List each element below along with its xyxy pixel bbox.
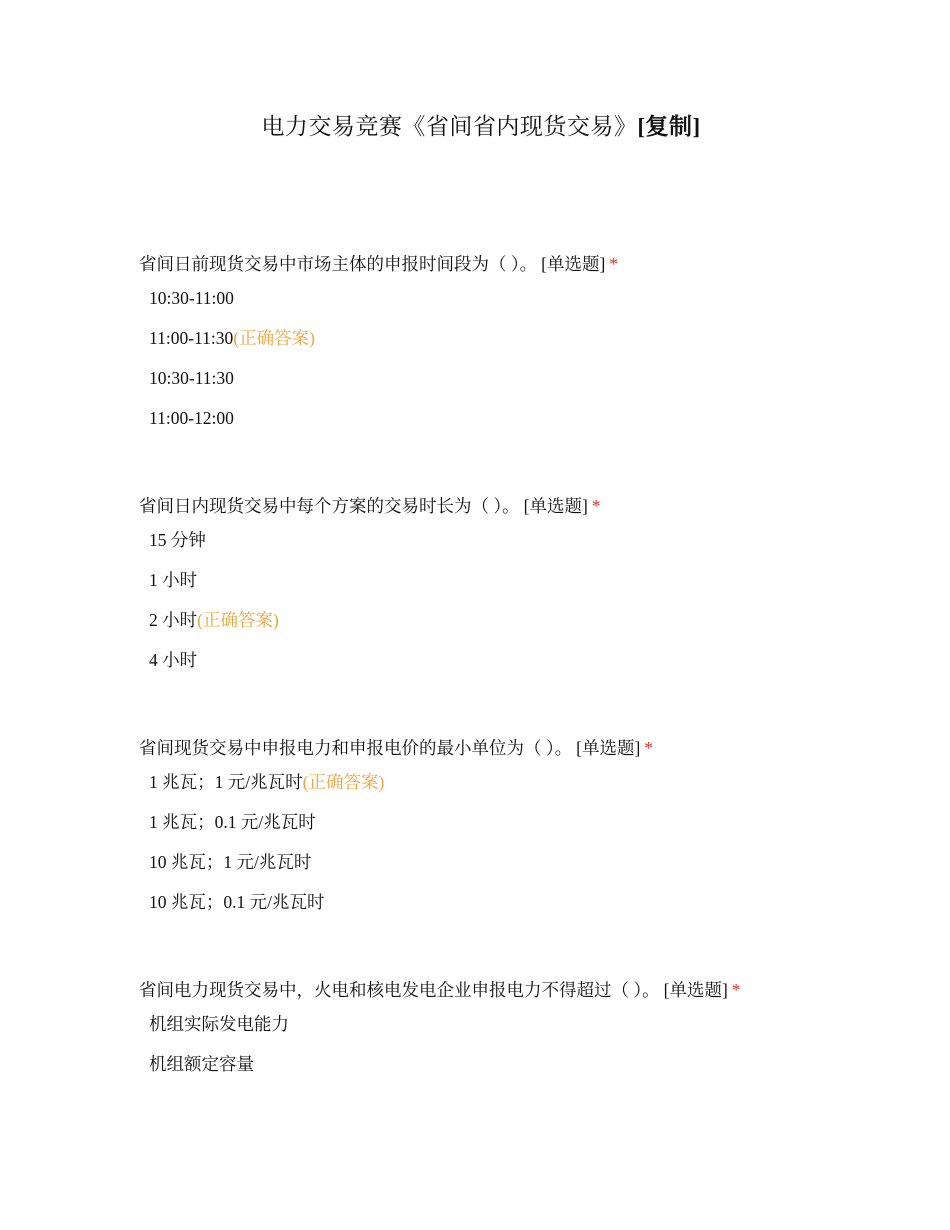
question-text: 省间日前现货交易中市场主体的申报时间段为（ ）。 xyxy=(139,254,538,274)
question-4 xyxy=(139,978,899,1092)
option-item xyxy=(149,568,899,592)
option-text: 2 小时 xyxy=(149,610,198,630)
option-item xyxy=(149,608,899,632)
required-mark: * xyxy=(609,254,619,274)
option-text: 1 兆瓦；1 元/兆瓦时 xyxy=(149,772,303,792)
required-mark: * xyxy=(591,496,601,516)
question-type-label: [单选题] xyxy=(541,254,606,274)
question-type-label: [单选题] xyxy=(576,738,641,758)
required-mark: * xyxy=(731,980,741,1000)
option-text: 15 分钟 xyxy=(149,530,206,550)
option-list xyxy=(139,286,899,430)
document-title-text: 电力交易竞赛《省间省内现货交易》 xyxy=(261,114,638,139)
option-text: 10:30-11:30 xyxy=(149,368,234,388)
question-text: 省间电力现货交易中，火电和核电发电企业申报电力不得超过（ ）。 xyxy=(139,980,660,1000)
option-item xyxy=(149,528,899,552)
option-text: 10 兆瓦；1 元/兆瓦时 xyxy=(149,852,312,872)
option-item xyxy=(149,1012,899,1036)
option-item xyxy=(149,406,899,430)
option-text: 机组实际发电能力 xyxy=(149,1014,289,1034)
question-text: 省间现货交易中申报电力和申报电价的最小单位为（ ）。 xyxy=(139,738,573,758)
option-text: 11:00-12:00 xyxy=(149,408,234,428)
option-text: 10:30-11:00 xyxy=(149,288,234,308)
question-stem xyxy=(139,252,899,276)
option-text: 10 兆瓦；0.1 元/兆瓦时 xyxy=(149,892,325,912)
option-item xyxy=(149,890,899,914)
option-item xyxy=(149,366,899,390)
option-list xyxy=(139,770,899,914)
question-1 xyxy=(139,252,899,446)
option-text: 1 兆瓦；0.1 元/兆瓦时 xyxy=(149,812,316,832)
option-item xyxy=(149,850,899,874)
option-text: 4 小时 xyxy=(149,650,198,670)
option-item xyxy=(149,286,899,310)
option-item xyxy=(149,1052,899,1076)
question-stem xyxy=(139,736,899,760)
correct-answer-mark: (正确答案) xyxy=(302,772,385,792)
option-item xyxy=(149,326,899,350)
copy-tag: [复制] xyxy=(637,114,701,139)
option-item xyxy=(149,770,899,794)
question-type-label: [单选题] xyxy=(663,980,728,1000)
required-mark: * xyxy=(644,738,654,758)
document-title xyxy=(0,108,950,141)
option-list xyxy=(139,1012,899,1076)
question-2 xyxy=(139,494,899,688)
question-stem xyxy=(139,494,899,518)
correct-answer-mark: (正确答案) xyxy=(233,328,315,348)
option-text: 11:00-11:30 xyxy=(149,328,234,348)
option-item xyxy=(149,810,899,834)
option-text: 机组额定容量 xyxy=(149,1054,254,1074)
question-stem xyxy=(139,978,899,1002)
option-text: 1 小时 xyxy=(149,570,198,590)
question-type-label: [单选题] xyxy=(523,496,588,516)
question-3 xyxy=(139,736,899,930)
option-item xyxy=(149,648,899,672)
question-text: 省间日内现货交易中每个方案的交易时长为（ ）。 xyxy=(139,496,520,516)
option-list xyxy=(139,528,899,672)
correct-answer-mark: (正确答案) xyxy=(197,610,279,630)
